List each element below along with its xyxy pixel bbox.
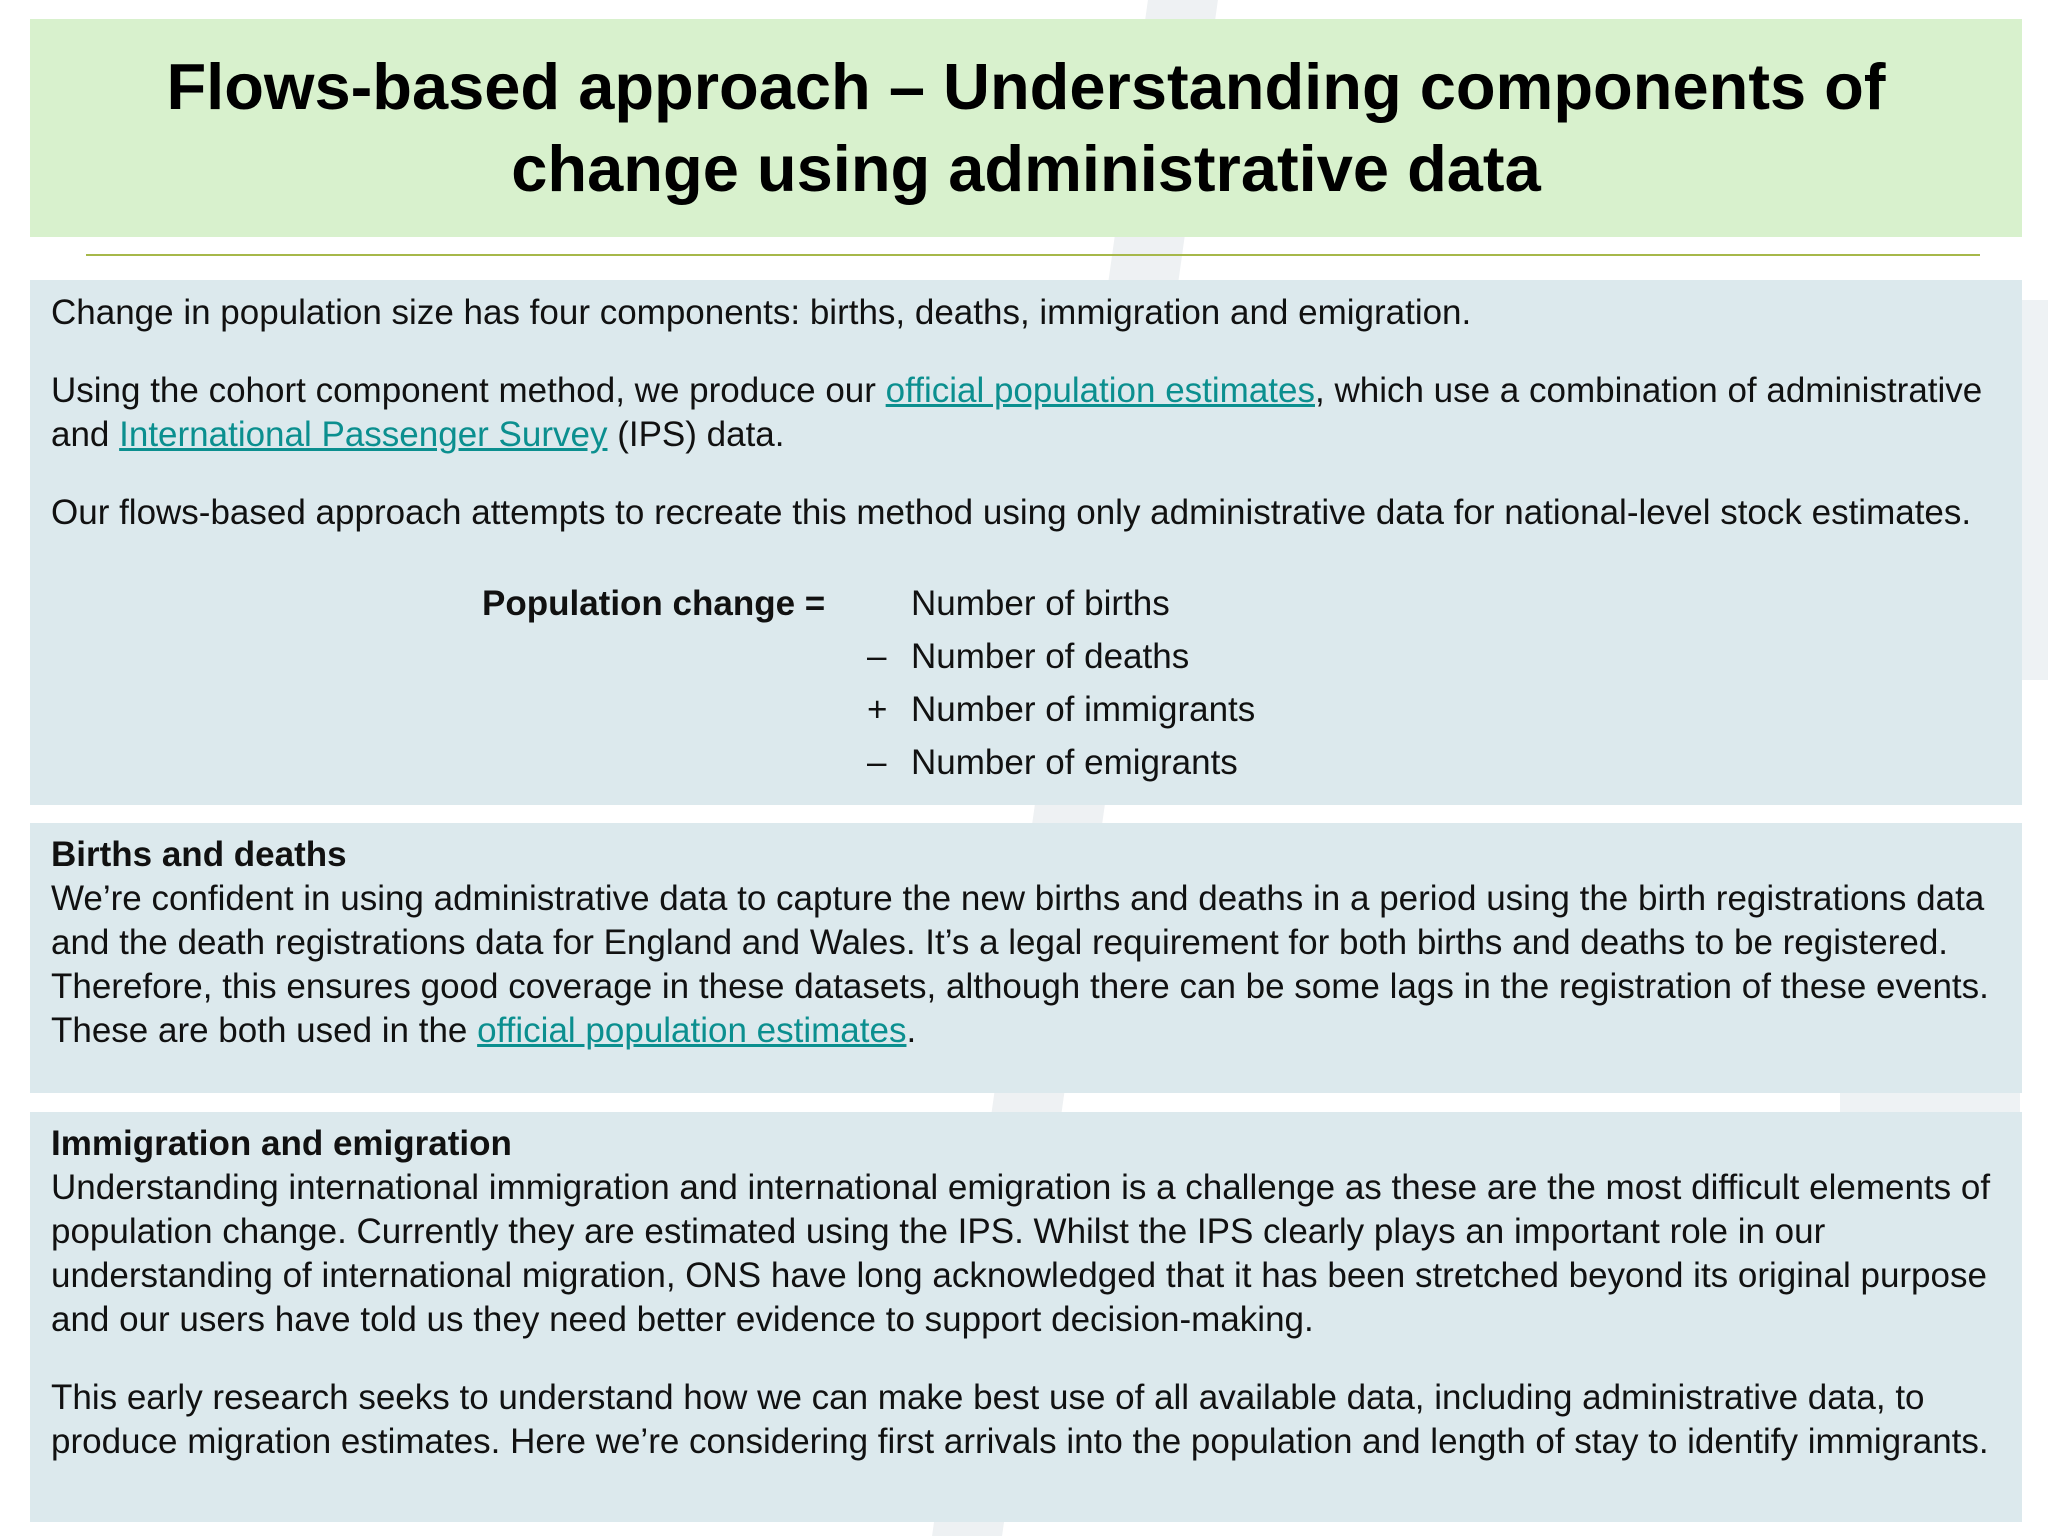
intro-panel	[30, 280, 2022, 805]
births-deaths-text: We’re confident in using administrative data to capture the new births and deaths in a period using the birth registrations data and the death registrations data for England and Wales. It’s a legal requirement for both births and deaths to be registered. Therefore, this ensures good coverage in these datasets, although there can be some lags in the registration of these events. These are both used in the	[51, 879, 1989, 1050]
formula-term: Number of emigrants	[911, 743, 1238, 782]
official-population-estimates-link[interactable]: official population estimates	[885, 371, 1315, 410]
births-deaths-heading: Births and deaths	[51, 835, 347, 874]
intro-paragraph-1: Change in population size has four components: births, deaths, immigration and emigration.	[51, 293, 1472, 332]
migration-heading: Immigration and emigration	[51, 1124, 512, 1163]
migration-paragraph-2: This early research seeks to understand how we can make best use of all available data, including administrative data, to produce migration estimates. Here we’re considering first arrivals into the population and length of stay to identify immigrants.	[51, 1378, 1989, 1461]
formula-operator: –	[867, 637, 887, 676]
births-deaths-panel	[30, 823, 2022, 1093]
formula-row	[867, 741, 1238, 785]
page-title: Flows-based approach – Understanding components of change using administrative data	[166, 50, 1886, 205]
migration-panel	[30, 1112, 2022, 1522]
formula-label: Population change =	[482, 584, 826, 623]
intro-paragraph-2-text: (IPS) data.	[607, 415, 785, 454]
formula-term: Number of deaths	[911, 637, 1190, 676]
international-passenger-survey-link[interactable]: International Passenger Survey	[119, 415, 608, 454]
official-population-estimates-link[interactable]: official population estimates	[477, 1011, 907, 1050]
formula-operator: +	[867, 690, 888, 729]
formula-row	[867, 635, 1189, 679]
title-divider	[86, 254, 1980, 256]
intro-paragraph-2-text: Using the cohort component method, we produce our	[51, 371, 886, 410]
births-deaths-paragraph	[51, 877, 2022, 1053]
title-banner	[30, 19, 2022, 237]
formula-term: Number of births	[911, 584, 1170, 623]
births-deaths-text: .	[906, 1011, 917, 1050]
intro-paragraph-2	[51, 369, 2022, 457]
migration-paragraph-1: Understanding international immigration and international emigration is a challenge as these are the most difficult elements of population change. Currently they are estimated using the IPS. Whilst the IPS clearly plays an important role in our understanding of international migration, ONS have long acknowledged that it has been stretched beyond its original purpose and our users have told us they need better evidence to support decision-making.	[51, 1168, 1991, 1339]
intro-paragraph-3: Our flows-based approach attempts to recreate this method using only administrative data for national-level stock estimates.	[51, 493, 1972, 532]
formula-row	[867, 688, 1255, 732]
intro-paragraph-2-text: , which use a combination of administrative and	[51, 371, 1983, 454]
formula-term: Number of immigrants	[911, 690, 1256, 729]
formula-row	[867, 582, 1170, 626]
formula-operator: –	[867, 743, 887, 782]
